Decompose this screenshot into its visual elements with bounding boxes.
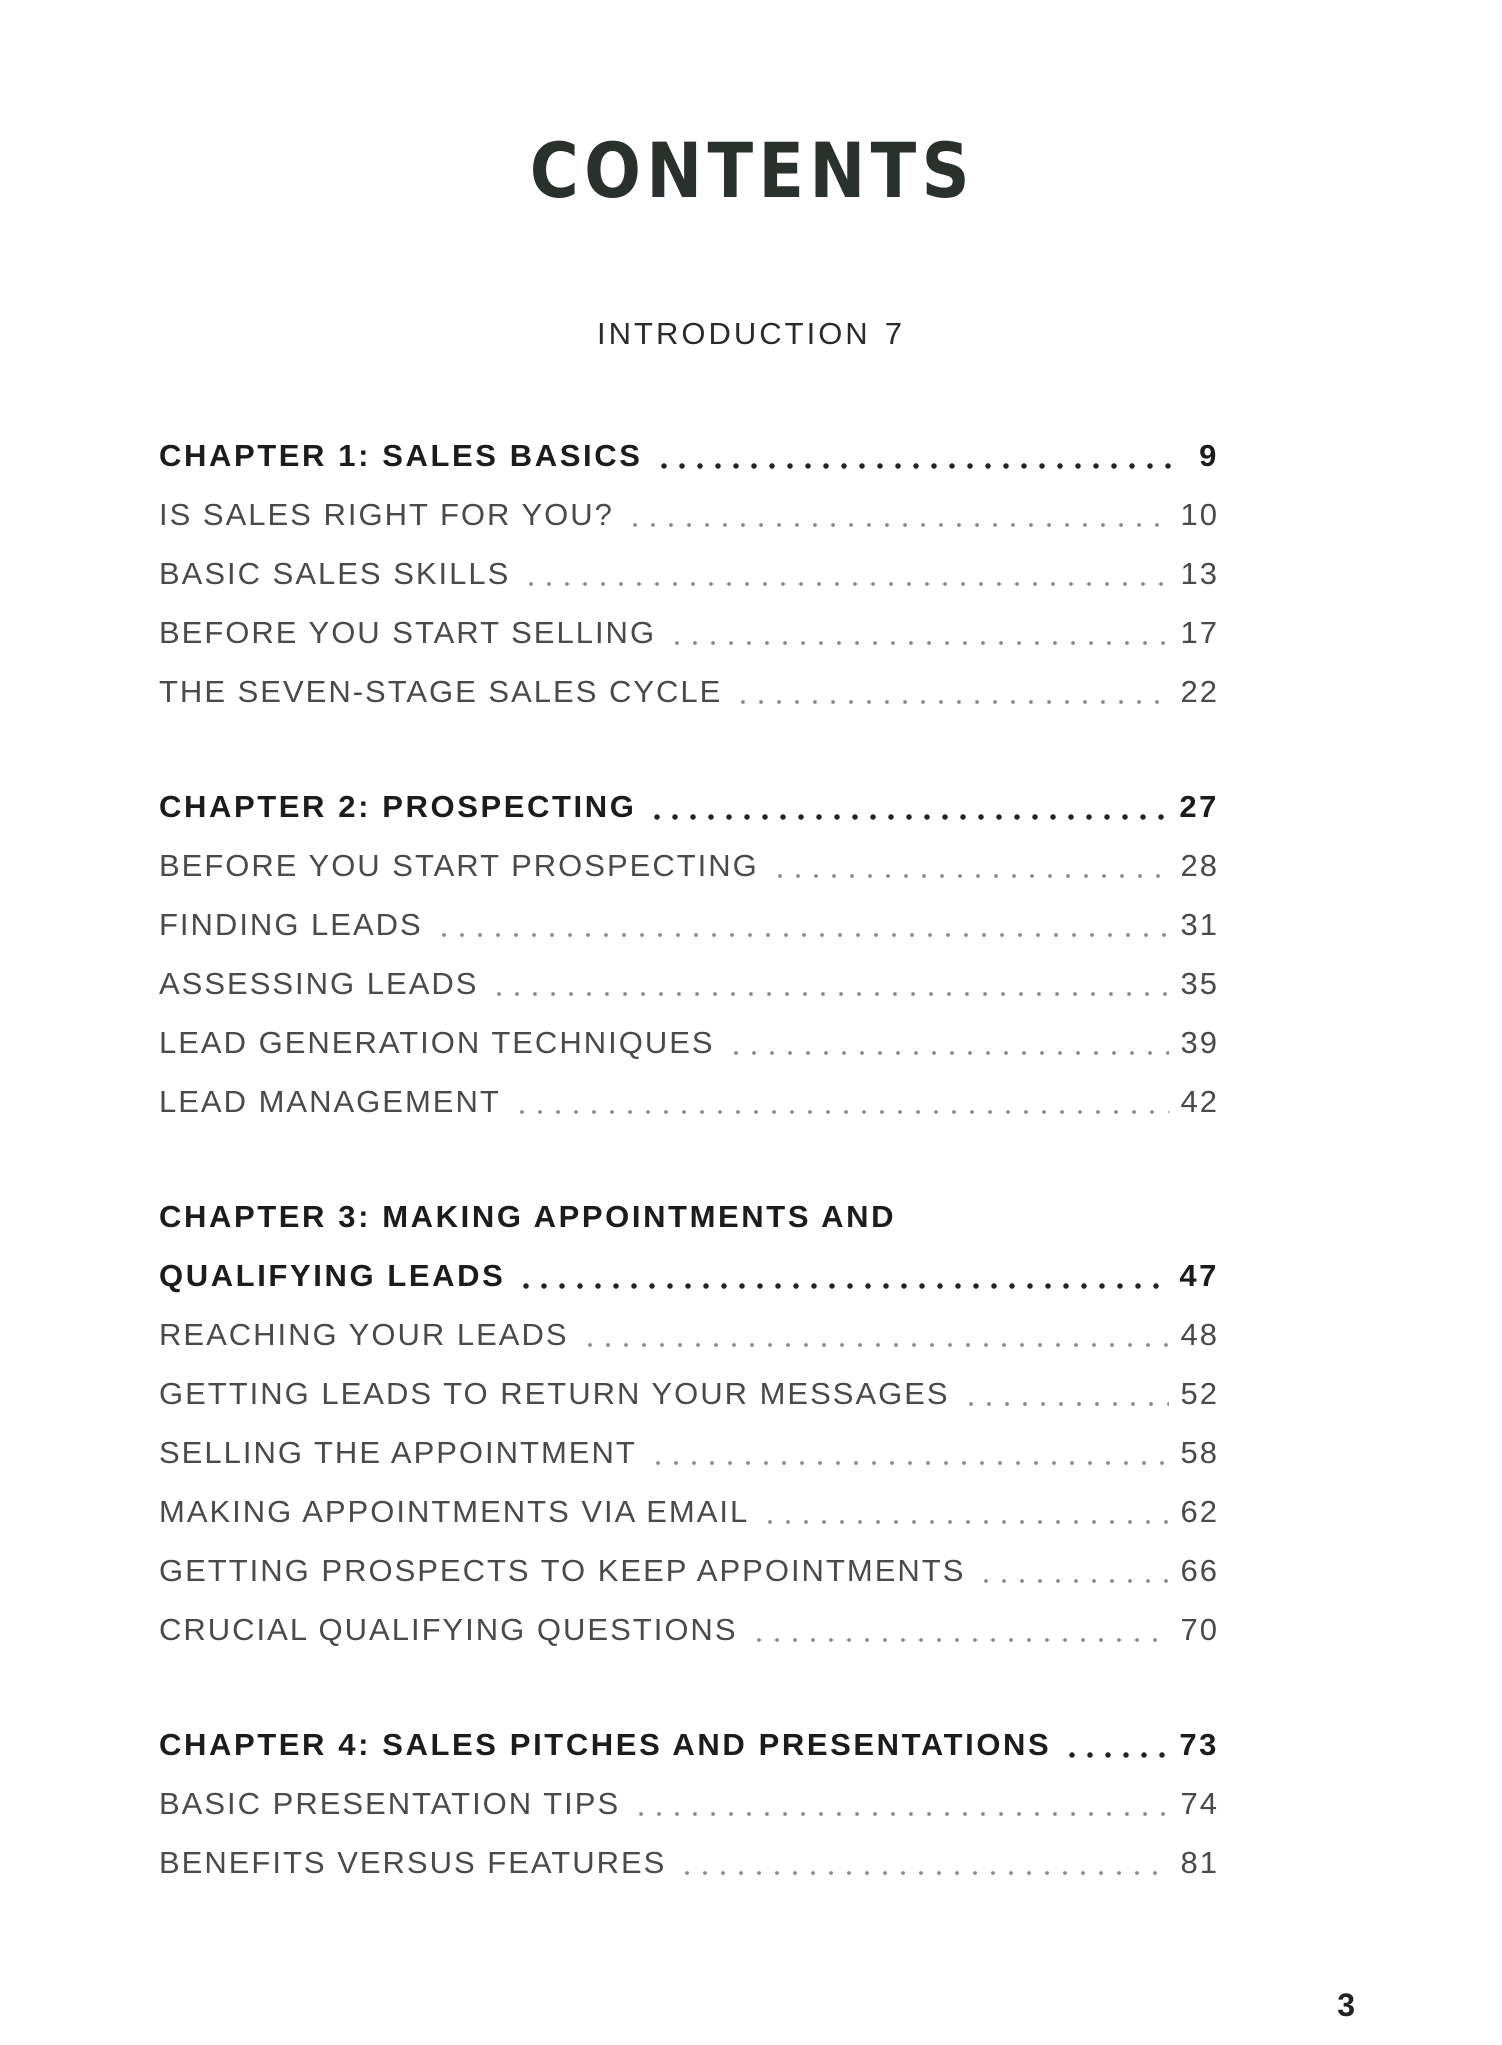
toc-entry[interactable] bbox=[159, 954, 1219, 1013]
chapter-block bbox=[159, 1187, 1219, 1659]
toc-entry-label: CRUCIAL QUALIFYING QUESTIONS bbox=[159, 1612, 738, 1647]
chapter-block bbox=[159, 426, 1219, 721]
chapter-heading[interactable] bbox=[159, 777, 1219, 836]
toc-entry-label: SELLING THE APPOINTMENT bbox=[159, 1435, 637, 1470]
introduction-page-number: 7 bbox=[884, 316, 905, 351]
toc-entry[interactable] bbox=[159, 1013, 1219, 1072]
chapter-block bbox=[159, 777, 1219, 1131]
toc-entry-page-number: 42 bbox=[1180, 1084, 1219, 1119]
chapter-heading[interactable] bbox=[159, 1246, 1219, 1305]
chapter-title: CHAPTER 1: SALES BASICS bbox=[159, 438, 643, 473]
toc-entry-label: BEFORE YOU START SELLING bbox=[159, 615, 657, 650]
toc-entry-page-number: 13 bbox=[1180, 556, 1219, 591]
page-number: 3 bbox=[1337, 1987, 1355, 2023]
dot-leader bbox=[771, 874, 1169, 878]
toc-entry-page-number: 39 bbox=[1180, 1025, 1219, 1060]
toc-entry-label: IS SALES RIGHT FOR YOU? bbox=[159, 497, 614, 532]
chapter-title: QUALIFYING LEADS bbox=[159, 1258, 506, 1293]
dot-leader bbox=[962, 1402, 1169, 1406]
table-of-contents bbox=[159, 426, 1219, 1948]
toc-entry-label: ASSESSING LEADS bbox=[159, 966, 479, 1001]
chapter-page-number: 9 bbox=[1199, 438, 1219, 473]
dot-leader bbox=[632, 1812, 1168, 1816]
toc-entry-label: MAKING APPOINTMENTS VIA EMAIL bbox=[159, 1494, 750, 1529]
dot-leader bbox=[435, 933, 1169, 937]
dot-leader bbox=[490, 992, 1168, 996]
toc-entry[interactable] bbox=[159, 895, 1219, 954]
chapter-title: CHAPTER 2: PROSPECTING bbox=[159, 789, 637, 824]
toc-entry-label: GETTING PROSPECTS TO KEEP APPOINTMENTS bbox=[159, 1553, 966, 1588]
dot-leader bbox=[655, 463, 1171, 469]
toc-entry-label: REACHING YOUR LEADS bbox=[159, 1317, 569, 1352]
toc-entry-page-number: 52 bbox=[1180, 1376, 1219, 1411]
dot-leader bbox=[522, 582, 1168, 586]
chapter-heading[interactable] bbox=[159, 1187, 1219, 1246]
toc-entry[interactable] bbox=[159, 1833, 1219, 1892]
toc-entry-page-number: 10 bbox=[1180, 497, 1219, 532]
chapter-title: CHAPTER 4: SALES PITCHES AND PRESENTATIONS bbox=[159, 1727, 1052, 1762]
toc-entry-page-number: 22 bbox=[1180, 674, 1219, 709]
chapter-heading[interactable] bbox=[159, 426, 1219, 485]
introduction-label: INTRODUCTION bbox=[597, 316, 871, 351]
dot-leader bbox=[649, 1461, 1169, 1465]
toc-entry-page-number: 28 bbox=[1180, 848, 1219, 883]
toc-entry-label: BENEFITS VERSUS FEATURES bbox=[159, 1845, 667, 1880]
toc-entry[interactable] bbox=[159, 1072, 1219, 1131]
dot-leader bbox=[668, 641, 1168, 645]
toc-entry-page-number: 66 bbox=[1180, 1553, 1219, 1588]
toc-entry-page-number: 58 bbox=[1180, 1435, 1219, 1470]
chapter-title: CHAPTER 3: MAKING APPOINTMENTS AND bbox=[159, 1199, 897, 1234]
dot-leader bbox=[626, 523, 1169, 527]
chapter-page-number: 47 bbox=[1179, 1258, 1219, 1293]
toc-entry-label: BASIC SALES SKILLS bbox=[159, 556, 511, 591]
dot-leader bbox=[1063, 1752, 1167, 1758]
introduction-entry[interactable] bbox=[0, 316, 1502, 352]
dot-leader bbox=[750, 1638, 1169, 1642]
dot-leader bbox=[517, 1283, 1167, 1289]
chapter-page-number: 73 bbox=[1179, 1727, 1219, 1762]
toc-entry[interactable] bbox=[159, 603, 1219, 662]
dot-leader bbox=[581, 1343, 1169, 1347]
toc-entry-page-number: 31 bbox=[1180, 907, 1219, 942]
toc-entry[interactable] bbox=[159, 1305, 1219, 1364]
toc-entry[interactable] bbox=[159, 1774, 1219, 1833]
chapter-page-number: 27 bbox=[1179, 789, 1219, 824]
toc-entry-page-number: 17 bbox=[1180, 615, 1219, 650]
toc-entry-label: THE SEVEN-STAGE SALES CYCLE bbox=[159, 674, 723, 709]
dot-leader bbox=[678, 1871, 1168, 1875]
chapter-block bbox=[159, 1715, 1219, 1892]
toc-entry[interactable] bbox=[159, 544, 1219, 603]
toc-entry-page-number: 35 bbox=[1180, 966, 1219, 1001]
toc-entry-page-number: 74 bbox=[1180, 1786, 1219, 1821]
dot-leader bbox=[761, 1520, 1168, 1524]
toc-entry-label: BEFORE YOU START PROSPECTING bbox=[159, 848, 759, 883]
toc-entry[interactable] bbox=[159, 662, 1219, 721]
toc-entry-page-number: 48 bbox=[1180, 1317, 1219, 1352]
dot-leader bbox=[513, 1110, 1169, 1114]
toc-entry-label: LEAD MANAGEMENT bbox=[159, 1084, 501, 1119]
toc-entry[interactable] bbox=[159, 1541, 1219, 1600]
toc-entry[interactable] bbox=[159, 1364, 1219, 1423]
toc-entry-label: BASIC PRESENTATION TIPS bbox=[159, 1786, 621, 1821]
toc-entry[interactable] bbox=[159, 1600, 1219, 1659]
dot-leader bbox=[648, 814, 1167, 820]
page-title: CONTENTS bbox=[529, 126, 975, 215]
dot-leader bbox=[734, 700, 1168, 704]
toc-entry-page-number: 81 bbox=[1180, 1845, 1219, 1880]
toc-entry-page-number: 70 bbox=[1180, 1612, 1219, 1647]
toc-entry-label: FINDING LEADS bbox=[159, 907, 423, 942]
dot-leader bbox=[727, 1051, 1169, 1055]
dot-leader bbox=[977, 1579, 1168, 1583]
toc-entry[interactable] bbox=[159, 1482, 1219, 1541]
toc-entry-label: LEAD GENERATION TECHNIQUES bbox=[159, 1025, 715, 1060]
toc-entry[interactable] bbox=[159, 1423, 1219, 1482]
toc-entry[interactable] bbox=[159, 485, 1219, 544]
toc-entry-label: GETTING LEADS TO RETURN YOUR MESSAGES bbox=[159, 1376, 950, 1411]
toc-entry[interactable] bbox=[159, 836, 1219, 895]
toc-entry-page-number: 62 bbox=[1180, 1494, 1219, 1529]
chapter-heading[interactable] bbox=[159, 1715, 1219, 1774]
